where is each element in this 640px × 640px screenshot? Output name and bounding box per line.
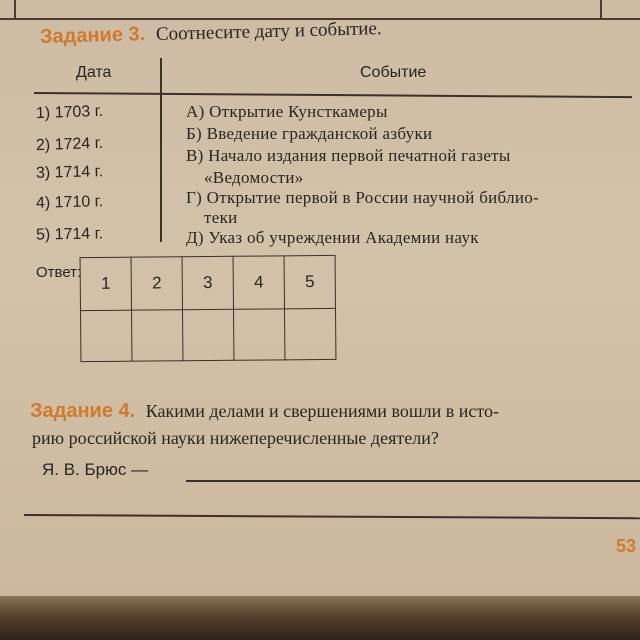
column-divider [160, 58, 162, 242]
answer-number: 3 [182, 256, 233, 309]
event-item-d-cont: теки [204, 208, 238, 227]
header-divider [34, 92, 632, 98]
answer-line[interactable] [186, 480, 640, 482]
answer-cell[interactable] [183, 309, 234, 360]
event-item-c: В) Начало издания первой печатной газеты [186, 146, 511, 165]
answer-cell[interactable] [81, 310, 132, 361]
answer-line[interactable] [24, 514, 640, 519]
date-item-1: 1) 1703 г. [35, 102, 104, 123]
date-item-2: 2) 1724 г. [35, 134, 104, 155]
task3-heading [40, 17, 382, 49]
date-column-header: Дата [76, 64, 112, 81]
event-item-d: Г) Открытие первой в России научной библио- [186, 188, 540, 207]
task4-label: Задание 4. [30, 400, 136, 422]
person-label: Я. В. Брюс — [42, 460, 149, 479]
page-number: 53 [616, 536, 637, 556]
frame-divider [14, 0, 16, 18]
top-frame [0, 0, 640, 20]
answer-number: 5 [284, 255, 335, 308]
answer-number: 4 [233, 256, 284, 309]
event-item-a: А) Открытие Кунсткамеры [186, 102, 388, 121]
answer-cell[interactable] [285, 308, 336, 359]
frame-divider [600, 0, 602, 18]
event-column-header: Событие [360, 64, 427, 81]
answer-grid [80, 255, 337, 362]
task4-question-line2: рию российской науки нижеперечисленные деятели? [32, 428, 439, 448]
task4-heading [30, 400, 499, 423]
task4-question-line1: Какими делами и свершениями вошли в исто- [145, 401, 500, 421]
event-item-b: Б) Введение гражданской азбуки [186, 124, 433, 143]
task3-question: Соотнесите дату и событие. [155, 18, 382, 45]
answer-cell[interactable] [132, 310, 183, 361]
answer-number: 1 [80, 257, 131, 310]
answer-number: 2 [131, 257, 182, 310]
date-item-3: 3) 1714 г. [35, 163, 104, 182]
date-item-4: 4) 1710 г. [35, 193, 104, 212]
page-edge-shadow [0, 596, 640, 640]
event-item-e: Д) Указ об учреждении Академии наук [186, 228, 479, 247]
date-item-5: 5) 1714 г. [35, 225, 104, 244]
answer-label: Ответ: [36, 264, 82, 281]
event-item-c-cont: «Ведомости» [204, 168, 304, 187]
answer-cell[interactable] [234, 309, 285, 360]
task3-label: Задание 3. [39, 23, 146, 48]
